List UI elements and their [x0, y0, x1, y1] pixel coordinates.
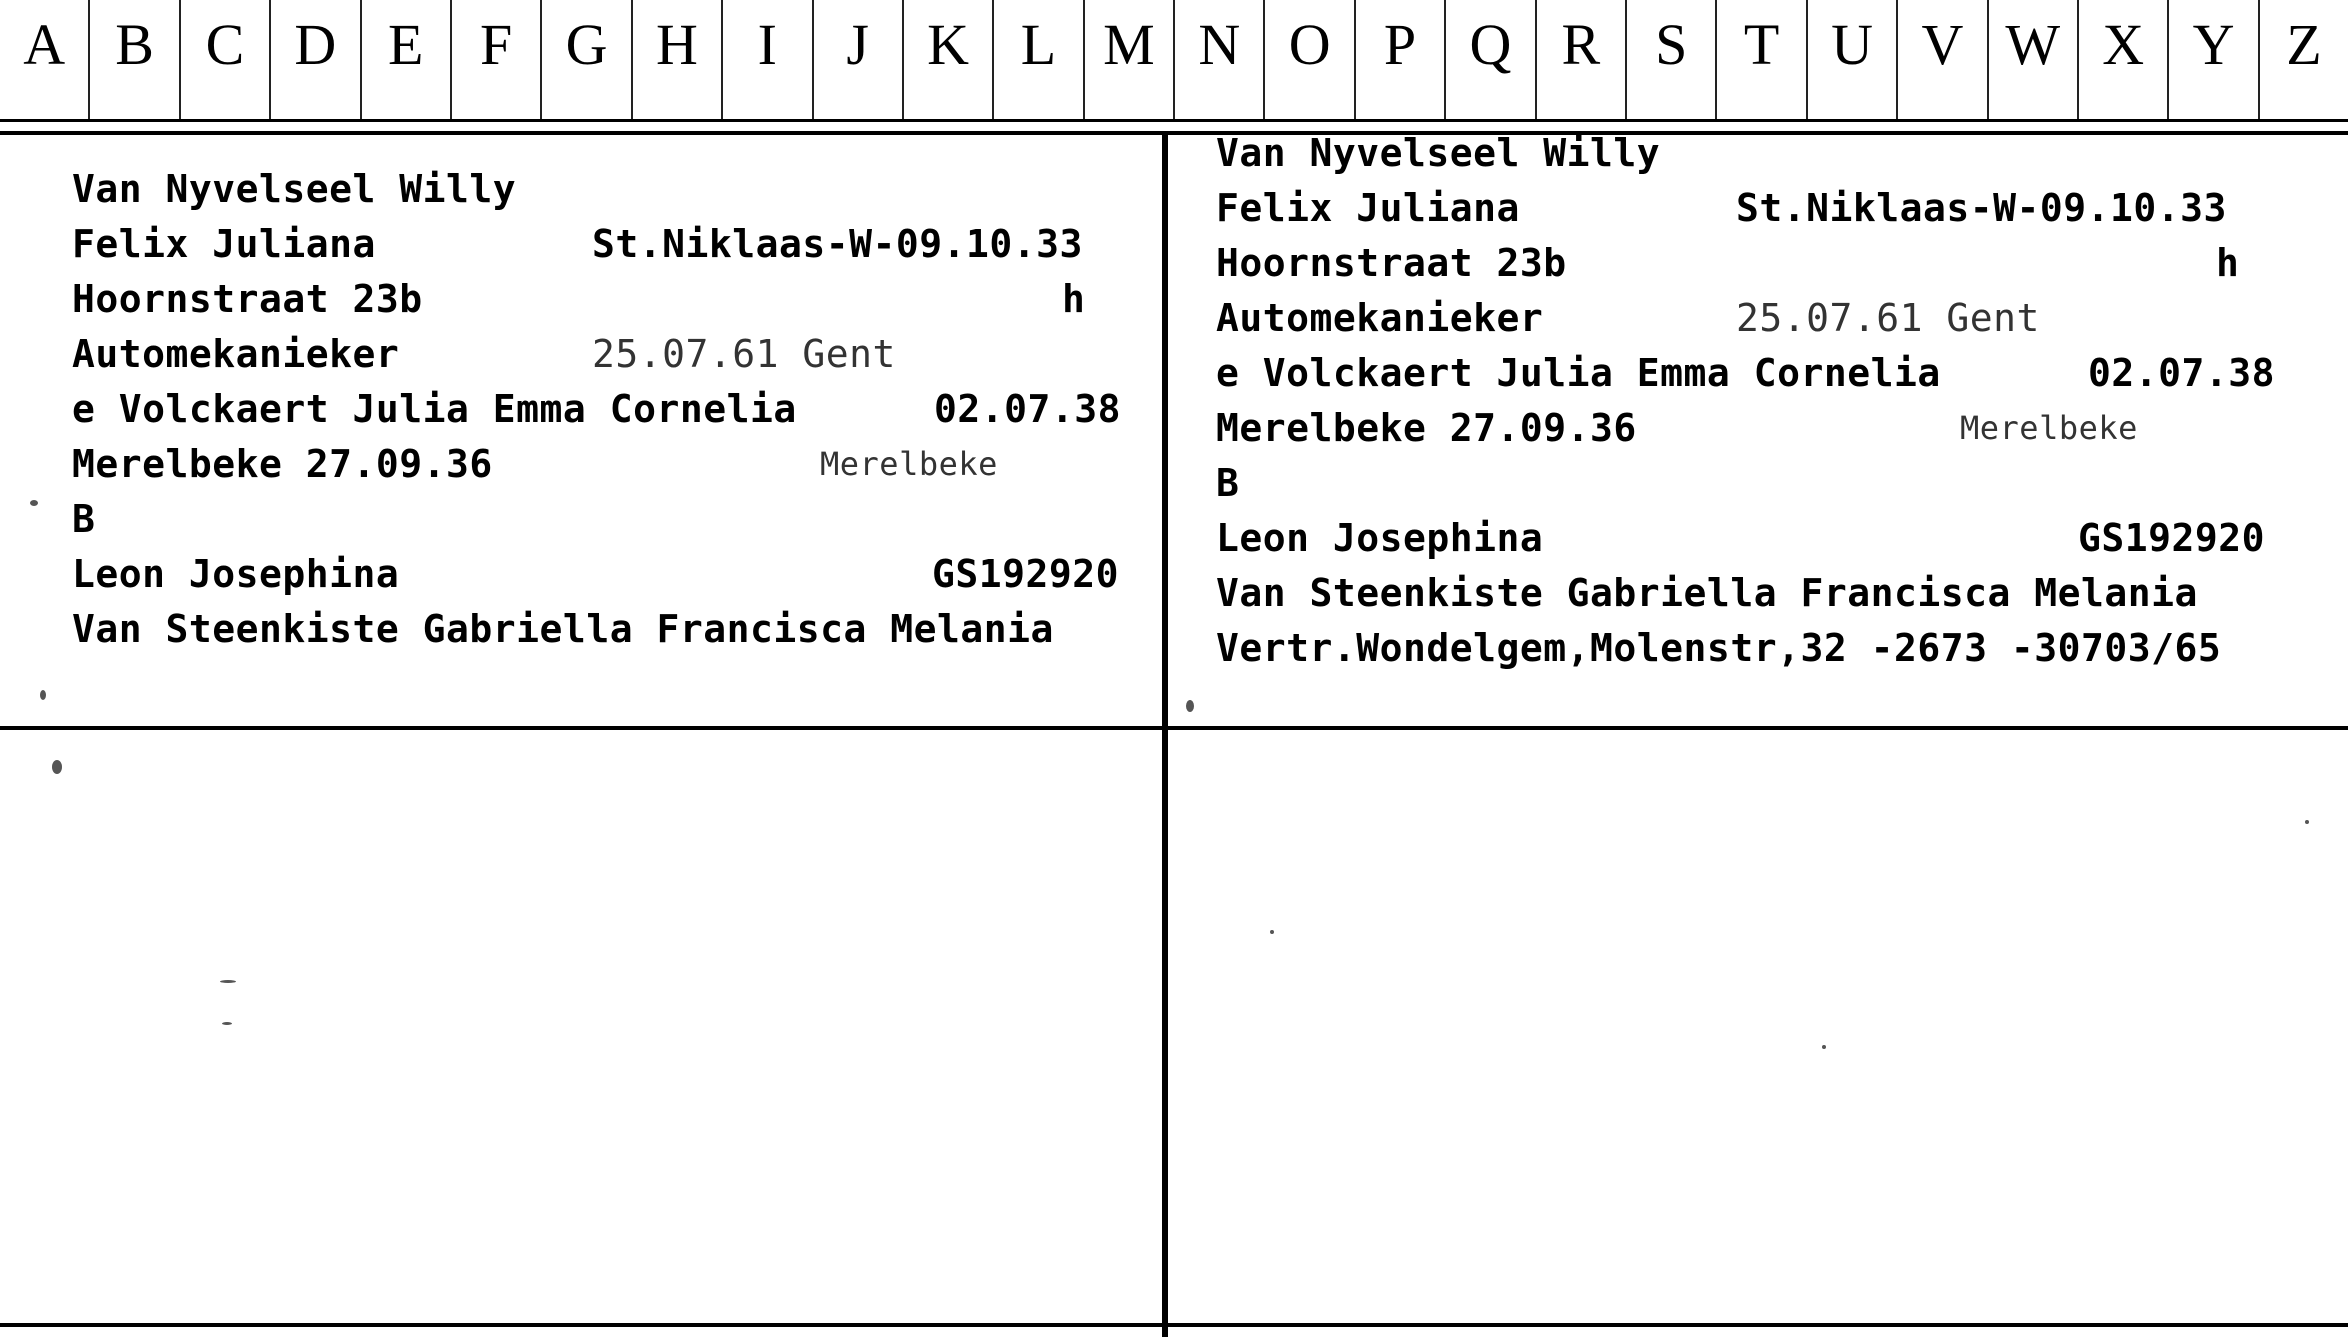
- alphabet-tab-r: R: [1537, 0, 1627, 119]
- parent1-row: [1216, 511, 2286, 566]
- address-row: [72, 272, 1132, 327]
- spouse-place-text: Merelbeke: [1960, 409, 2138, 447]
- spouse-place-text: Merelbeke: [820, 445, 998, 483]
- parent1-text: Leon Josephina: [1216, 516, 1544, 560]
- address-row: [1216, 236, 2286, 291]
- mark-text: B: [72, 497, 96, 541]
- scan-speck: [222, 1022, 232, 1025]
- alphabet-tab-w: W: [1989, 0, 2079, 119]
- first-name-row: [1216, 181, 2286, 236]
- scan-speck: [1822, 1045, 1826, 1049]
- occupation-text: Automekanieker: [1216, 296, 1544, 340]
- parent1-text: Leon Josephina: [72, 552, 400, 596]
- alphabet-tab-g: G: [542, 0, 632, 119]
- surname-text: Van Nyvelseel Willy: [1216, 131, 1661, 175]
- spouse-birth-row: [1216, 401, 2286, 456]
- alphabet-tab-b: B: [90, 0, 180, 119]
- spouse-row: [72, 382, 1132, 437]
- code-text: GS192920: [932, 552, 1120, 596]
- scan-speck: [2305, 820, 2309, 824]
- alphabet-tab-v: V: [1898, 0, 1988, 119]
- record-card-left: [72, 162, 1132, 657]
- parent1-row: [72, 547, 1132, 602]
- alphabet-tab-e: E: [362, 0, 452, 119]
- alphabet-tab-t: T: [1717, 0, 1807, 119]
- alphabet-tab-o: O: [1265, 0, 1355, 119]
- alphabet-tab-n: N: [1175, 0, 1265, 119]
- parent2-row: [1216, 566, 2286, 621]
- spouse-birth-row: [72, 437, 1132, 492]
- address-mark: h: [1062, 277, 1086, 321]
- scan-speck: [52, 760, 62, 774]
- scan-speck: [1270, 930, 1274, 934]
- alphabet-tab-k: K: [904, 0, 994, 119]
- alphabet-tab-z: Z: [2286, 12, 2322, 77]
- note-text: Vertr.Wondelgem,Molenstr,32 -2673 -30703/65: [1216, 626, 2222, 670]
- date-place-text: 25.07.61 Gent: [592, 332, 896, 376]
- alphabet-tab-u: U: [1808, 0, 1898, 119]
- birth-text: St.Niklaas-W-09.10.33: [592, 222, 1083, 266]
- first-name-text: Felix Juliana: [72, 222, 376, 266]
- alphabet-tab-i: I: [723, 0, 813, 119]
- name-row: [1216, 126, 2286, 181]
- alphabet-tab-q: Q: [1446, 0, 1536, 119]
- scan-speck: [1186, 700, 1194, 712]
- parent2-text: Van Steenkiste Gabriella Francisca Melania: [72, 607, 1054, 651]
- spouse-birth-text: Merelbeke 27.09.36: [72, 442, 493, 486]
- spouse-date-text: 02.07.38: [2088, 351, 2276, 395]
- spouse-text: e Volckaert Julia Emma Cornelia: [72, 387, 797, 431]
- alphabet-tab-f: F: [452, 0, 542, 119]
- alphabet-tab-p: P: [1356, 0, 1446, 119]
- address-mark: h: [2216, 241, 2240, 285]
- scan-speck: [40, 690, 46, 700]
- code-text: GS192920: [2078, 516, 2266, 560]
- alphabet-tab-h: H: [633, 0, 723, 119]
- mark-text: B: [1216, 461, 1240, 505]
- middle-rule: [0, 726, 2348, 730]
- alphabet-tab-j: J: [814, 0, 904, 119]
- alphabet-index-strip: [0, 0, 2348, 122]
- alphabet-tab-x: X: [2079, 0, 2169, 119]
- bottom-rule: [0, 1323, 2348, 1327]
- birth-text: St.Niklaas-W-09.10.33: [1736, 186, 2227, 230]
- center-divider: [1162, 131, 1168, 1337]
- name-row: [72, 162, 1132, 217]
- alphabet-tab-l: L: [994, 0, 1084, 119]
- address-text: Hoornstraat 23b: [72, 277, 423, 321]
- parent2-text: Van Steenkiste Gabriella Francisca Melania: [1216, 571, 2198, 615]
- date-place-text: 25.07.61 Gent: [1736, 296, 2040, 340]
- first-name-text: Felix Juliana: [1216, 186, 1520, 230]
- alphabet-tab-d: D: [271, 0, 361, 119]
- surname-text: Van Nyvelseel Willy: [72, 167, 517, 211]
- parent2-row: [72, 602, 1132, 657]
- address-text: Hoornstraat 23b: [1216, 241, 1567, 285]
- first-name-row: [72, 217, 1132, 272]
- scan-speck: [220, 980, 236, 983]
- mark-row: [72, 492, 1132, 547]
- note-row: [1216, 621, 2286, 676]
- occupation-text: Automekanieker: [72, 332, 400, 376]
- occupation-row: [1216, 291, 2286, 346]
- record-card-right: [1216, 126, 2286, 676]
- alphabet-tab-c: C: [181, 0, 271, 119]
- alphabet-tab-m: M: [1085, 0, 1175, 119]
- spouse-birth-text: Merelbeke 27.09.36: [1216, 406, 1637, 450]
- spouse-text: e Volckaert Julia Emma Cornelia: [1216, 351, 1941, 395]
- alphabet-tab-a: A: [0, 0, 90, 119]
- spouse-date-text: 02.07.38: [934, 387, 1122, 431]
- scan-speck: [30, 500, 38, 506]
- alphabet-tab-s: S: [1627, 0, 1717, 119]
- alphabet-tab-y: Y: [2169, 0, 2259, 119]
- mark-row: [1216, 456, 2286, 511]
- spouse-row: [1216, 346, 2286, 401]
- occupation-row: [72, 327, 1132, 382]
